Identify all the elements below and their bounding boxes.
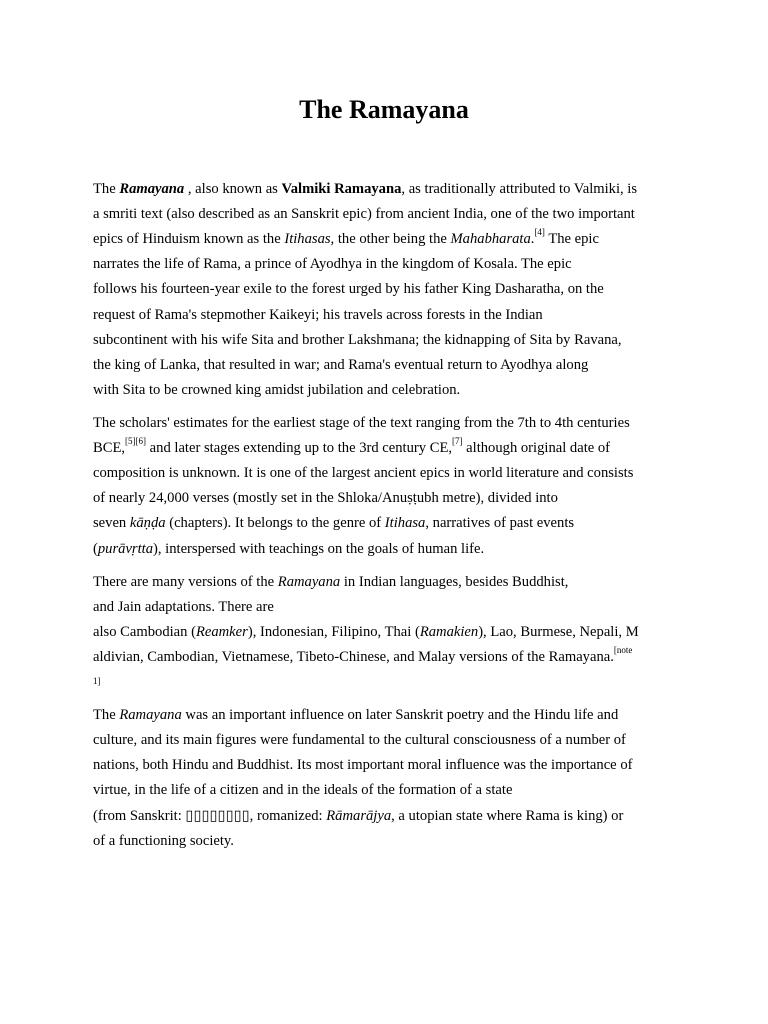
text-segment: Ramayana <box>119 707 182 723</box>
text-segment: subcontinent with his wife Sita and brother Lakshmana; the kidnapping of Sita by Ravana, <box>93 332 622 348</box>
text-line <box>93 463 633 483</box>
text-segment: request of Rama's stepmother Kaikeyi; his travels across forests in the Indian <box>93 307 543 323</box>
text-segment: ), Indonesian, Filipino, Thai ( <box>247 624 420 640</box>
text-segment: in Indian languages, besides Buddhist, <box>340 574 569 590</box>
text-line <box>93 305 543 325</box>
text-line <box>93 330 622 350</box>
text-line <box>93 229 599 249</box>
text-segment: ), Lao, Burmese, Nepali, M <box>478 624 639 640</box>
text-line <box>93 705 618 725</box>
text-line <box>93 204 635 224</box>
text-segment: There are many versions of the <box>93 574 278 590</box>
text-segment: ), interspersed with teachings on the goals of human life. <box>153 541 485 557</box>
text-segment: with Sita to be crowned king amidst jubilation and celebration. <box>93 382 461 398</box>
text-segment: The epic <box>544 231 599 247</box>
text-line <box>93 670 101 691</box>
page-title: The Ramayana <box>299 95 469 124</box>
text-segment: aldivian, Cambodian, Vietnamese, Tibeto-Chinese, and Malay versions of the Ramayana. <box>93 649 614 665</box>
text-segment: of a functioning society. <box>93 833 234 849</box>
text-line <box>93 622 639 642</box>
text-segment: seven <box>93 515 130 531</box>
text-segment: and Jain adaptations. There are <box>93 599 274 615</box>
text-segment: Mahabharata <box>450 231 531 247</box>
text-segment: Itihasas <box>284 231 331 247</box>
text-line <box>93 647 632 667</box>
text-line <box>93 438 610 458</box>
text-segment: narrates the life of Rama, a prince of Ayodhya in the kingdom of Kosala. The epic <box>93 256 572 272</box>
text-line <box>93 780 512 800</box>
text-line <box>93 572 568 592</box>
text-segment: BCE, <box>93 440 126 456</box>
text-line <box>93 254 572 274</box>
text-line <box>93 355 588 375</box>
text-line <box>93 730 626 750</box>
text-line <box>93 806 623 826</box>
citation-reference: [note <box>613 645 633 656</box>
citation-reference: [7] <box>452 436 463 447</box>
citation-reference: 1] <box>93 676 101 686</box>
citation-reference: [5][6] <box>125 436 147 447</box>
text-segment: , also known as <box>184 181 282 197</box>
text-segment: was an important influence on later Sanskrit poetry and the Hindu life and <box>181 707 619 723</box>
text-segment: follows his fourteen-year exile to the forest urged by his father King Dasharatha, on the <box>93 281 604 297</box>
text-line <box>93 179 637 199</box>
text-segment: ( <box>93 541 98 557</box>
text-segment: although original date of <box>462 440 611 456</box>
text-segment: virtue, in the life of a citizen and in the ideals of the formation of a state <box>93 782 513 798</box>
text-segment: the king of Lanka, that resulted in war; and Rama's eventual return to Ayodhya along <box>93 357 589 373</box>
text-segment: and later stages extending up to the 3rd century CE, <box>146 440 453 456</box>
text-line <box>93 380 460 400</box>
text-segment: of nearly 24,000 verses (mostly set in the Shloka/Anuṣṭubh metre), divided into <box>93 490 558 506</box>
text-segment: Ramakien <box>419 624 479 640</box>
text-segment: a smriti text (also described as an Sanskrit epic) from ancient India, one of the two important <box>93 206 635 222</box>
text-line <box>93 513 574 533</box>
text-segment: composition is unknown. It is one of the largest ancient epics in world literature and consists <box>93 465 634 481</box>
text-segment: (from Sanskrit: ▯▯▯▯▯▯▯▯, romanized: <box>93 808 327 824</box>
text-line <box>93 413 630 433</box>
text-segment: Rāmarājya <box>326 808 392 824</box>
text-segment: . <box>530 231 535 247</box>
citation-reference: [4] <box>534 227 545 238</box>
text-segment: Ramayana <box>119 181 185 197</box>
text-segment: epics of Hinduism known as the <box>93 231 285 247</box>
text-segment: , the other being the <box>330 231 451 247</box>
text-segment: The <box>93 181 120 197</box>
text-segment: culture, and its main figures were fundamental to the cultural consciousness of a number of <box>93 732 626 748</box>
text-segment: The scholars' estimates for the earliest stage of the text ranging from the 7th to 4th centuries <box>93 415 630 431</box>
text-line <box>93 831 234 851</box>
text-segment: The <box>93 707 120 723</box>
text-segment: , as traditionally attributed to Valmiki, is <box>401 181 638 197</box>
text-line <box>93 279 604 299</box>
text-segment: kāṇḍa <box>129 515 166 531</box>
text-segment: Ramayana <box>277 574 341 590</box>
text-segment: Valmiki Ramayana <box>281 181 402 197</box>
text-segment: , narratives of past events <box>425 515 575 531</box>
text-line <box>93 539 484 559</box>
text-line <box>93 597 274 617</box>
text-line <box>93 488 558 508</box>
text-segment: Itihasa <box>384 515 426 531</box>
text-segment: also Cambodian ( <box>93 624 196 640</box>
text-segment: nations, both Hindu and Buddhist. Its most important moral influence was the importance of <box>93 757 633 773</box>
text-line <box>93 755 632 775</box>
text-segment: Reamker <box>195 624 248 640</box>
text-segment: (chapters). It belongs to the genre of <box>165 515 385 531</box>
text-segment: , a utopian state where Rama is king) or <box>391 808 624 824</box>
text-segment: purāvṛtta <box>97 541 154 557</box>
